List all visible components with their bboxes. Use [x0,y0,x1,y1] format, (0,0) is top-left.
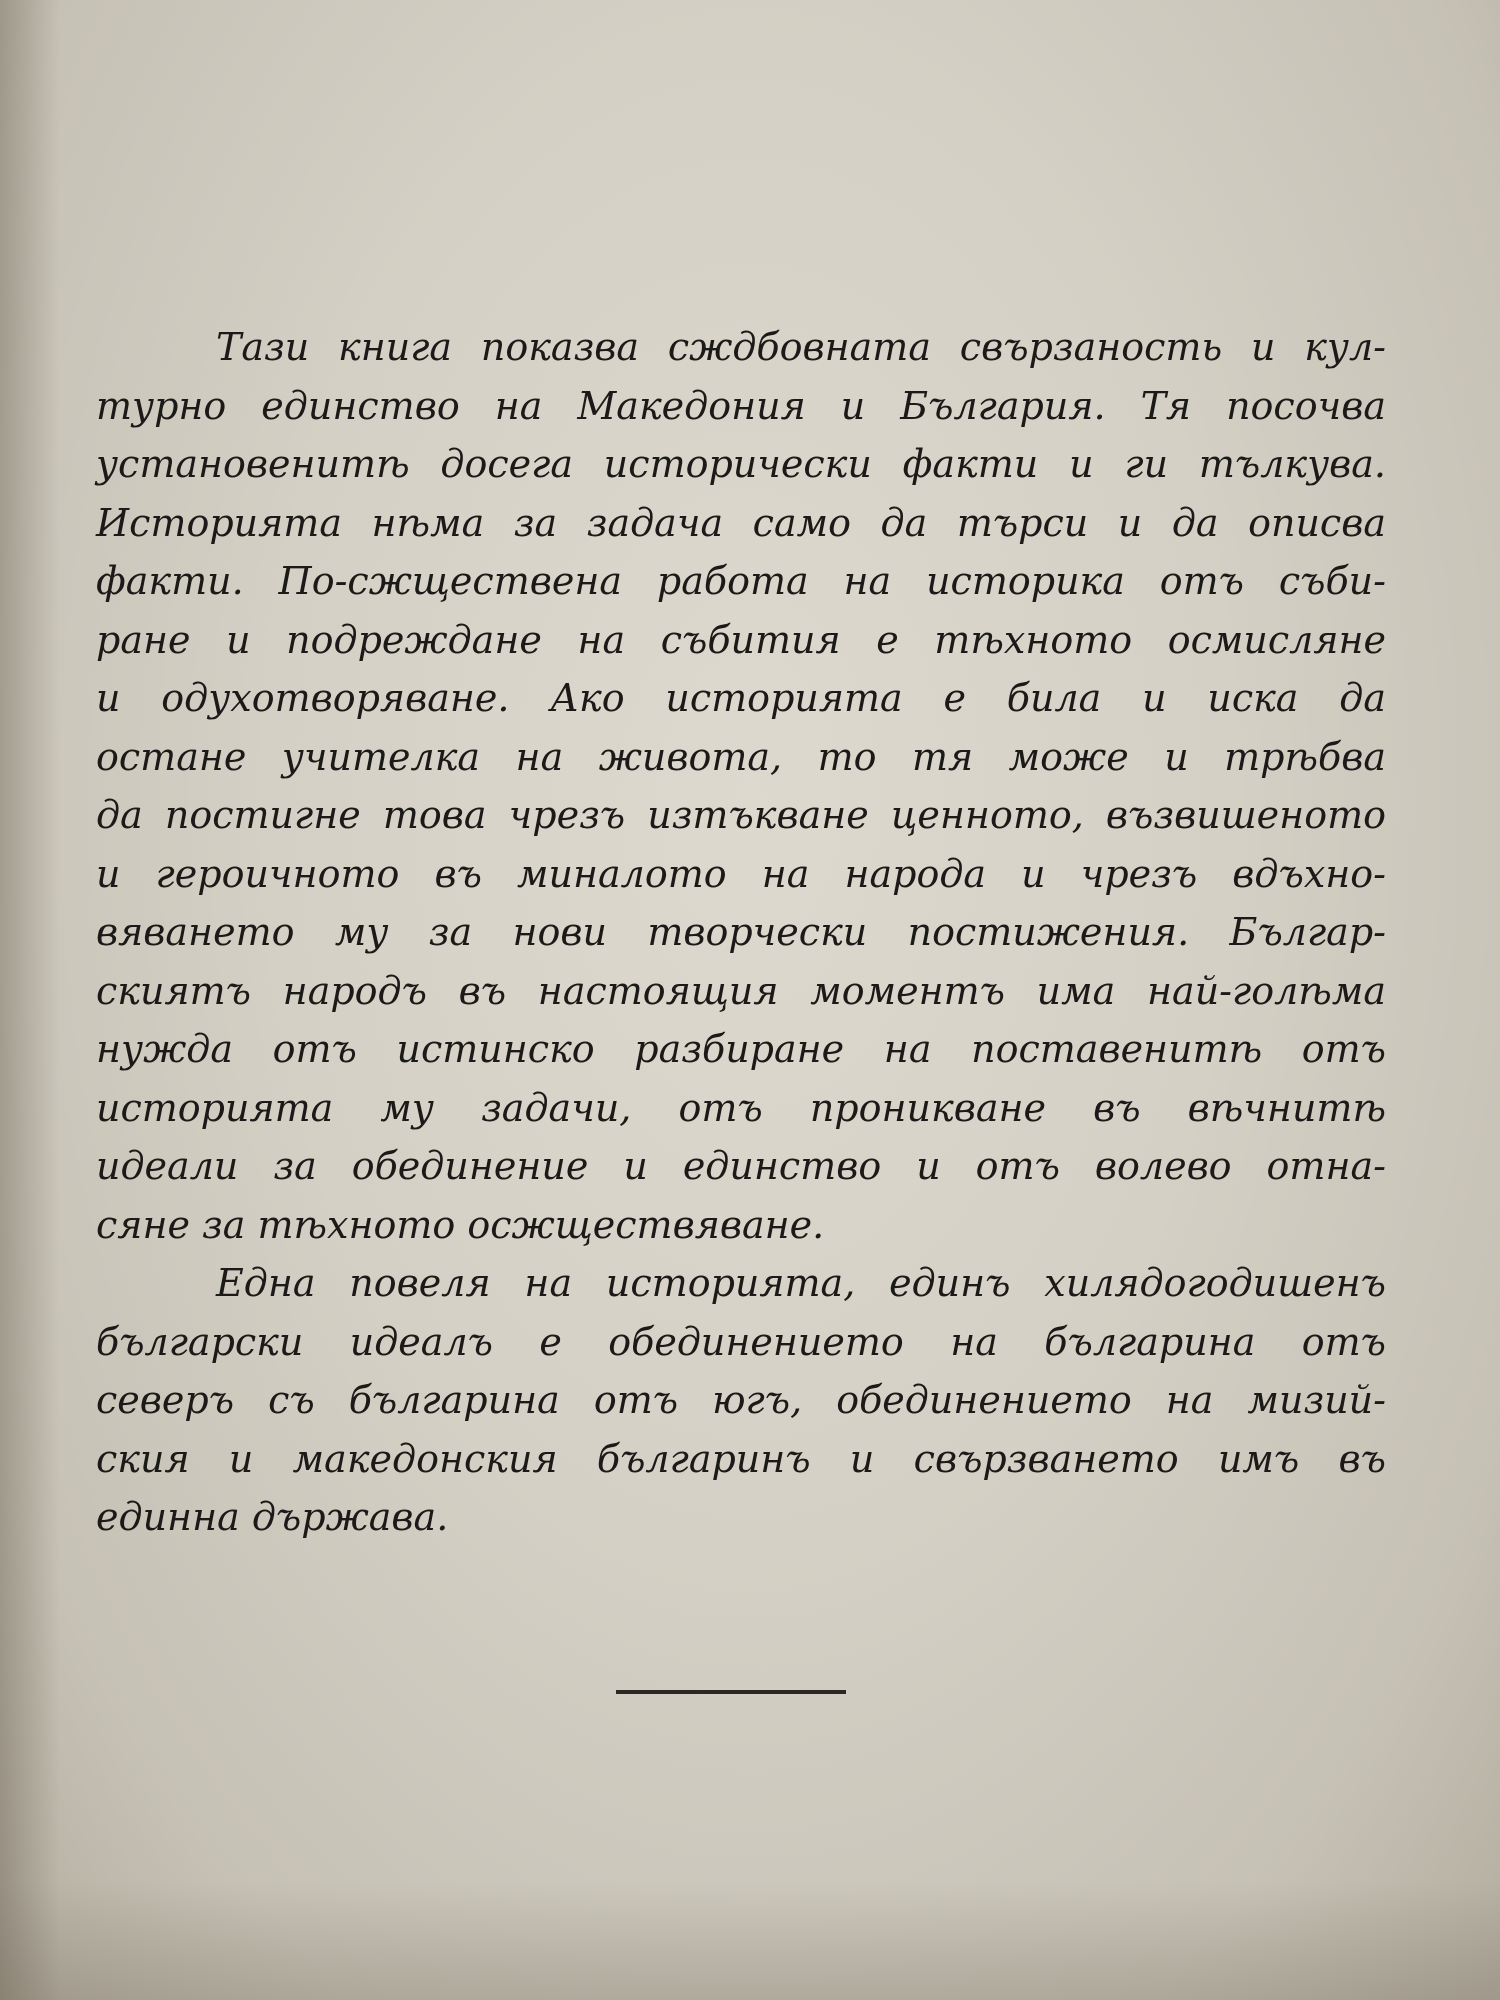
text-line: и одухотворяване. Ако историята е била и иска да [96,676,1386,720]
text-line: нужда отъ истинско разбиране на поставенитѣ отъ [96,1027,1386,1071]
text-line: историята му задачи, отъ проникване въ вѣчнитѣ [96,1085,1386,1130]
text-line: факти. По-сжществена работа на историка отъ съби- [96,559,1386,603]
text-line: турно единство на Македония и България. Тя посочва [96,383,1386,428]
text-line: Историята нѣма за задача само да търси и да описва [96,500,1386,545]
text-line: идеали за обединение и единство и отъ волево отна- [96,1144,1386,1188]
paragraph-2 [96,1254,1386,1547]
section-divider-rule [616,1690,846,1694]
paragraph-1 [96,318,1386,1254]
text-line: ране и подреждане на събития е тѣхното осмисляне [96,617,1386,662]
text-line: и героичното въ миналото на народа и чрезъ вдъхно- [96,851,1386,896]
text-line: единна държава. [96,1495,449,1539]
text-line: български идеалъ е обединението на българина отъ [96,1319,1386,1364]
text-line: сяне за тѣхното осжществяване. [96,1202,825,1247]
body-text [96,318,1386,1547]
text-line: да постигне това чрезъ изтъкване ценното, възвишеното [96,793,1386,837]
text-line: остане учителка на живота, то тя може и трѣбва [96,734,1386,779]
page-bottom-shadow [0,1880,1500,2000]
page-edge-shadow [0,0,60,2000]
text-line: вяването му за нови творчески постижения. Българ- [96,910,1386,954]
text-line: скиятъ народъ въ настоящия моментъ има най-голѣма [96,968,1386,1013]
text-line: Една повеля на историята, единъ хилядогодишенъ [216,1261,1386,1305]
text-line: установенитѣ досега исторически факти и ги тълкува. [96,442,1386,486]
text-line: Тази книга показва сждбовната свързаность и кул- [216,325,1386,369]
text-line: северъ съ българина отъ югъ, обединението на мизий- [96,1378,1386,1422]
text-line: ския и македонския българинъ и свързването имъ въ [96,1436,1386,1481]
